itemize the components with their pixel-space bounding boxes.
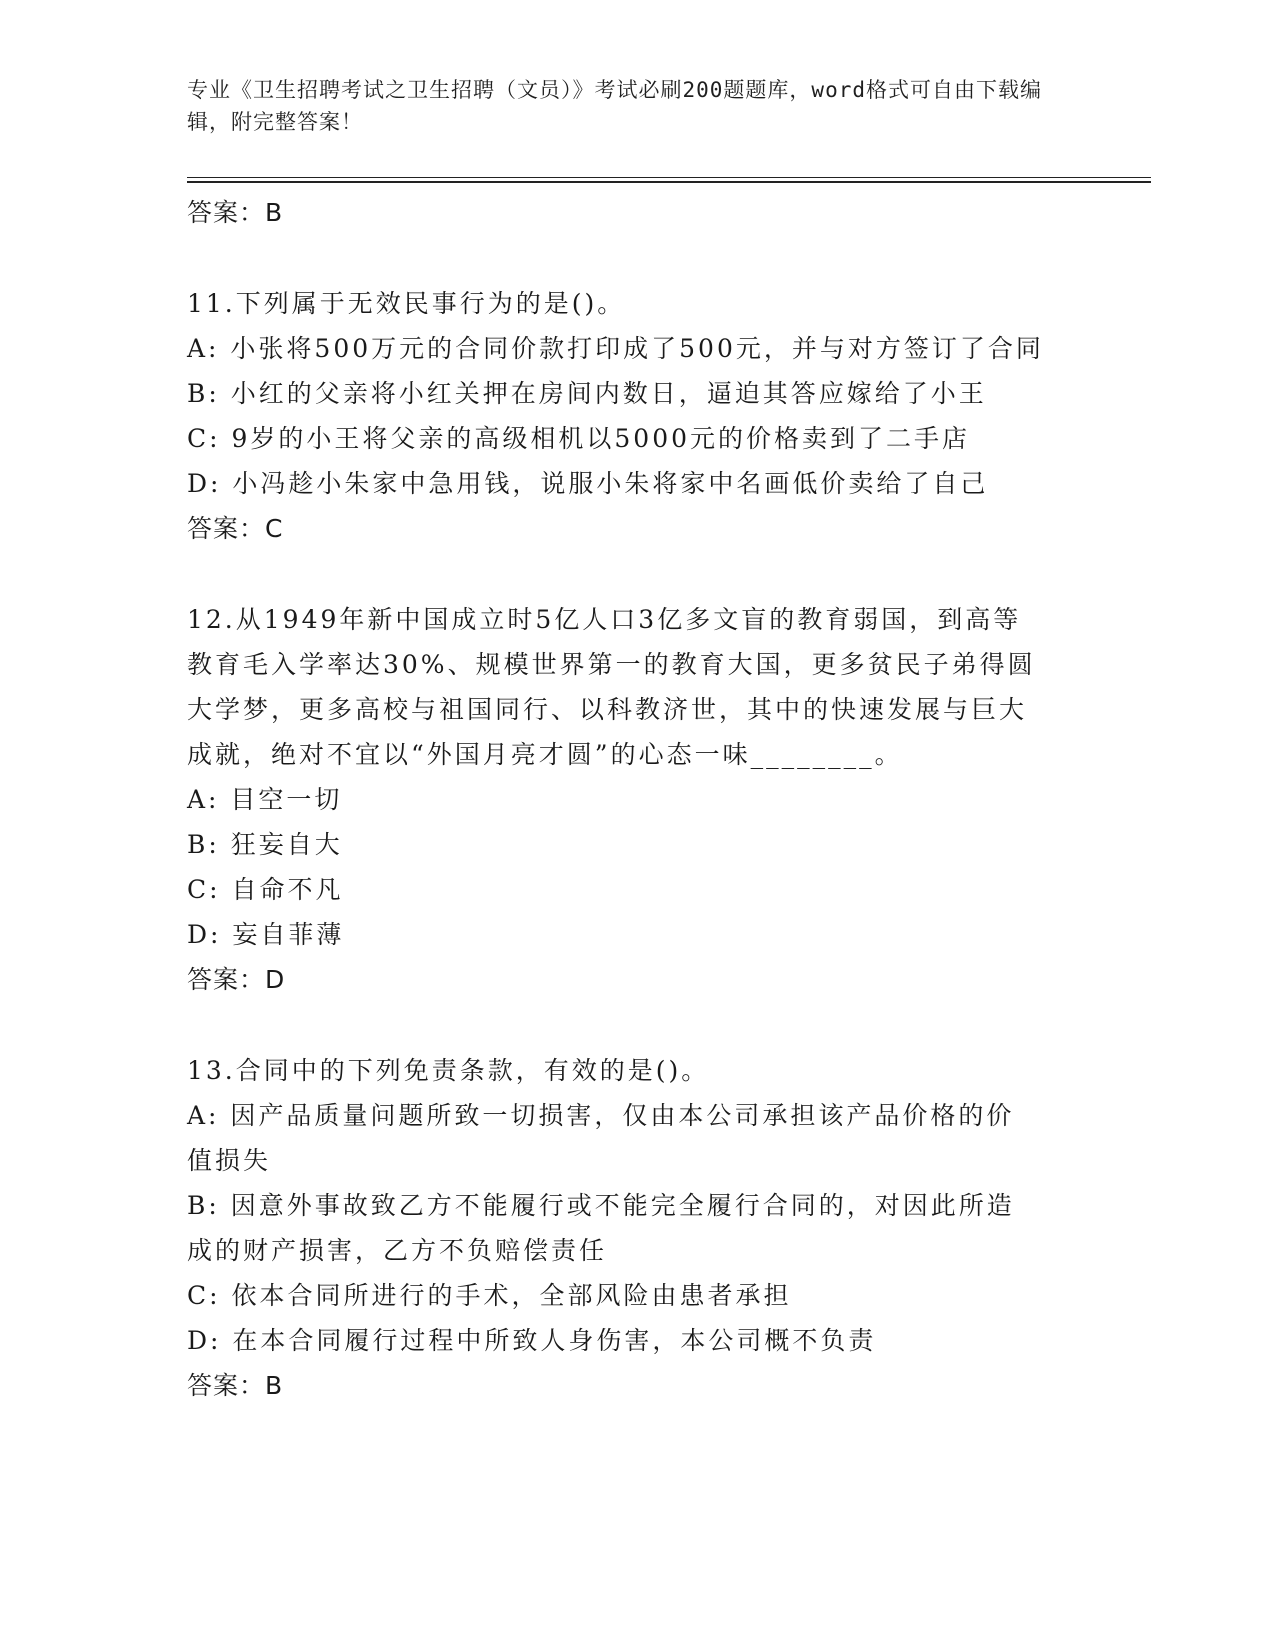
option-c: C: 依本合同所进行的手术，全部风险由患者承担 [187,1281,792,1310]
option-b: B: 小红的父亲将小红关押在房间内数日，逼迫其答应嫁给了小王 [187,379,987,408]
header-divider-thin [187,177,1151,178]
option-a: A: 目空一切 [187,785,343,814]
question-13 [187,1048,1067,1408]
answer: 答案：D [187,965,286,994]
option-d: D: 妄自菲薄 [187,920,345,949]
spacer [187,235,1067,281]
option-c: C: 9岁的小王将父亲的高级相机以5000元的价格卖到了二手店 [187,424,971,453]
answer: 答案：C [187,514,284,543]
option-d: D: 在本合同履行过程中所致人身伤害，本公司概不负责 [187,1326,877,1355]
previous-answer: 答案：B [187,198,284,227]
option-b: B: 狂妄自大 [187,830,343,859]
question-stem: 13.合同中的下列免责条款，有效的是()。 [187,1056,710,1085]
option-c: C: 自命不凡 [187,875,344,904]
answer: 答案：B [187,1371,284,1400]
option-d: D: 小冯趁小朱家中急用钱，说服小朱将家中名画低价卖给了自己 [187,469,989,498]
question-11 [187,281,1067,551]
option-a: A: 小张将500万元的合同价款打印成了500元，并与对方签订了合同 [187,334,1044,363]
question-12 [187,597,1067,1002]
option-a: A: 因产品质量问题所致一切损害，仅由本公司承担该产品价格的价值损失 [187,1101,1015,1175]
spacer [187,551,1067,597]
question-stem: 12.从1949年新中国成立时5亿人口3亿多文盲的教育弱国，到高等教育毛入学率达30%、规模世界第一的教育大国，更多贫民子弟得圆大学梦，更多高校与祖国同行、以科教济世，其中的快速发展与巨大成就，绝对不宜以“外国月亮才圆”的心态一味________。 [187,605,1036,769]
question-stem: 11.下列属于无效民事行为的是()。 [187,289,626,318]
option-b: B: 因意外事故致乙方不能履行或不能完全履行合同的，对因此所造成的财产损害，乙方不负赔偿责任 [187,1191,1015,1265]
header-divider-thick [187,181,1151,183]
page-header: 专业《卫生招聘考试之卫生招聘（文员）》考试必刷200题题库，word格式可自由下载编辑，附完整答案！ [187,78,1042,134]
spacer [187,1002,1067,1048]
document-body [187,190,1067,1408]
